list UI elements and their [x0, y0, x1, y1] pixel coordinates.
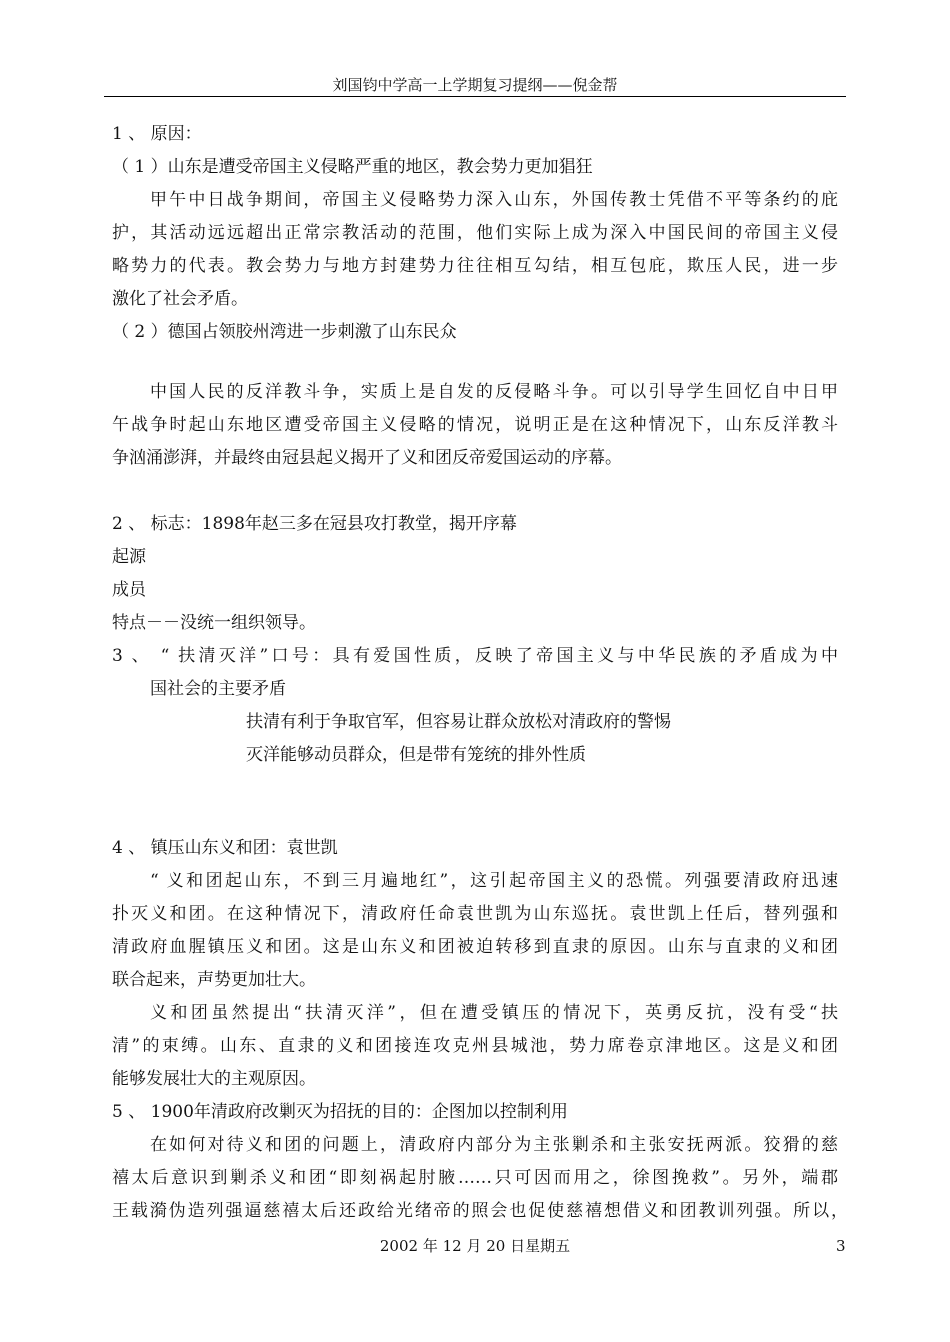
item-5-heading: 5 、 1900年清政府改剿灭为招抚的目的：企图加以控制利用 — [112, 1102, 568, 1122]
paragraph-line: 能够发展壮大的主观原因。 — [112, 1069, 316, 1089]
page-number: 3 — [836, 1237, 846, 1255]
header-rule — [104, 96, 846, 97]
label-origin: 起源 — [112, 547, 146, 567]
paragraph-line: 中国人民的反洋教斗争，实质上是自发的反侵略斗争。可以引导学生回忆自中日甲 — [150, 382, 838, 402]
paragraph-line: 争汹涌澎湃，并最终由冠县起义揭开了义和团反帝爱国运动的序幕。 — [112, 448, 622, 468]
page-header-title: 刘国钧中学高一上学期复习提纲——倪金帮 — [332, 76, 618, 94]
item-1-heading: 1 、 原因： — [112, 124, 202, 144]
indented-point: 灭洋能够动员群众，但是带有笼统的排外性质 — [246, 745, 586, 765]
paragraph-line: 甲午中日战争期间，帝国主义侵略势力深入山东，外国传教士凭借不平等条约的庇 — [150, 190, 838, 210]
item-4-heading: 4 、 镇压山东义和团：袁世凯 — [112, 838, 338, 858]
subitem-1-1: （ 1 ）山东是遭受帝国主义侵略严重的地区，教会势力更加猖狂 — [112, 157, 593, 177]
paragraph-line: 护，其活动远远超出正常宗教活动的范围，他们实际上成为深入中国民间的帝国主义侵 — [112, 223, 838, 243]
paragraph-line: “ 义和团起山东，不到三月遍地红”，这引起帝国主义的恐慌。列强要清政府迅速 — [150, 871, 838, 891]
subitem-1-2: （ 2 ）德国占领胶州湾进一步刺激了山东民众 — [112, 322, 457, 342]
indented-point: 扶清有利于争取官军，但容易让群众放松对清政府的警惕 — [246, 712, 671, 732]
paragraph-line: 王载漪伪造列强逼慈禧太后还政给光绪帝的照会也促使慈禧想借义和团教训列强。所以， — [112, 1201, 848, 1221]
paragraph-line: 清”的束缚。山东、直隶的义和团接连攻克州县城池，势力席卷京津地区。这是义和团 — [112, 1036, 838, 1056]
paragraph-line: 扑灭义和团。在这种情况下，清政府任命袁世凯为山东巡抚。袁世凯上任后，替列强和 — [112, 904, 838, 924]
paragraph-line: 在如何对待义和团的问题上，清政府内部分为主张剿杀和主张安抚两派。狡猾的慈 — [150, 1135, 838, 1155]
paragraph-line: 清政府血腥镇压义和团。这是山东义和团被迫转移到直隶的原因。山东与直隶的义和团 — [112, 937, 838, 957]
label-members: 成员 — [112, 580, 146, 600]
paragraph-line: 激化了社会矛盾。 — [112, 289, 248, 309]
label-features: 特点－－没统一组织领导。 — [112, 613, 316, 633]
paragraph-line: 义和团虽然提出“扶清灭洋”，但在遭受镇压的情况下，英勇反抗，没有受“扶 — [150, 1003, 838, 1023]
paragraph-line: 联合起来，声势更加壮大。 — [112, 970, 316, 990]
paragraph-line: 国社会的主要矛盾 — [150, 679, 286, 699]
paragraph-line: 略势力的代表。教会势力与地方封建势力往往相互勾结，相互包庇，欺压人民，进一步 — [112, 256, 838, 276]
item-3-heading: 3 、 “ 扶清灭洋”口号：具有爱国性质，反映了帝国主义与中华民族的矛盾成为中 — [112, 646, 838, 666]
paragraph-line: 禧太后意识到剿杀义和团“即刻祸起肘腋……只可因而用之，徐图挽救”。另外，端郡 — [112, 1168, 838, 1188]
footer-date: 2002 年 12 月 20 日星期五 — [379, 1237, 571, 1255]
paragraph-line: 午战争时起山东地区遭受帝国主义侵略的情况，说明正是在这种情况下，山东反洋教斗 — [112, 415, 838, 435]
item-2-heading: 2 、 标志：1898年赵三多在冠县攻打教堂，揭开序幕 — [112, 514, 517, 534]
